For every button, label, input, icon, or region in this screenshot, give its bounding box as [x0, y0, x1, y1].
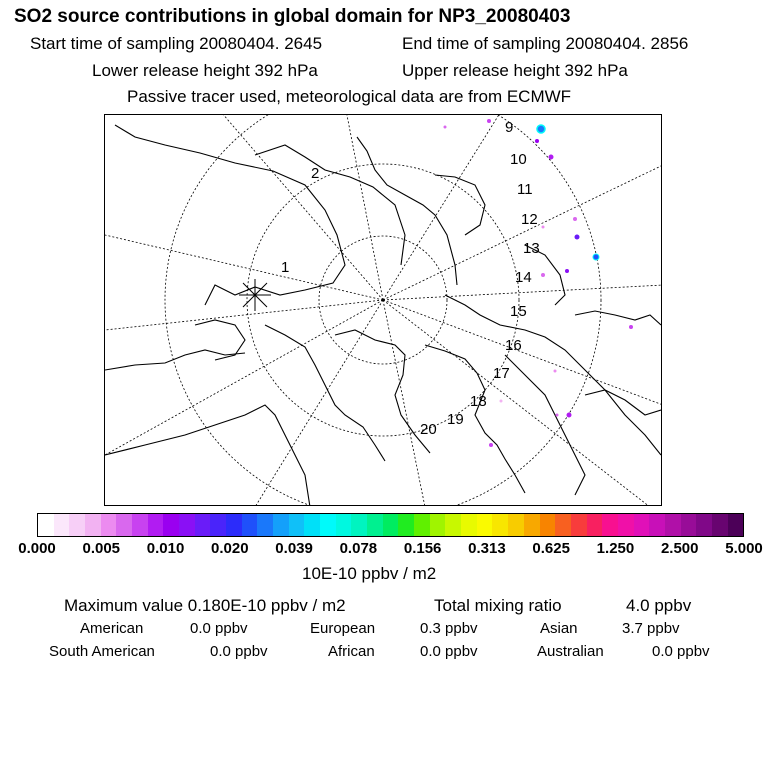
- trajectory-label: 14: [515, 269, 532, 286]
- colorbar-tick-label: 5.000: [725, 540, 763, 557]
- colorbar-tick-label: 0.005: [82, 540, 121, 557]
- colorbar-swatch: [728, 514, 744, 536]
- trajectory-label: 13: [523, 240, 540, 257]
- colorbar-swatch: [445, 514, 461, 536]
- end-time-label: End time of sampling 20080404. 2856: [402, 34, 689, 53]
- colorbar-swatch: [210, 514, 226, 536]
- trajectory-label: 17: [493, 365, 510, 382]
- trajectory-label: 9: [505, 119, 514, 136]
- colorbar-swatch: [38, 514, 54, 536]
- trajectory-label: 16: [505, 337, 522, 354]
- trajectory-label: 10: [510, 151, 527, 168]
- release-site-marker: [239, 279, 271, 311]
- colorbar-swatch: [242, 514, 258, 536]
- colorbar-tick-label: 0.000: [18, 540, 56, 557]
- colorbar-swatch: [477, 514, 493, 536]
- total-mixing-value: 4.0 ppbv: [626, 596, 692, 615]
- trajectory-label: 19: [447, 411, 464, 428]
- colorbar-swatch: [508, 514, 524, 536]
- trajectory-label: 11: [517, 181, 533, 198]
- colorbar-swatch: [257, 514, 273, 536]
- polar-map: [104, 114, 662, 506]
- region-name: Asian: [540, 620, 578, 637]
- region-value: 3.7 ppbv: [622, 620, 680, 637]
- colorbar-swatch: [571, 514, 587, 536]
- colorbar-swatch: [414, 514, 430, 536]
- graticule: [105, 115, 662, 506]
- upper-release-label: Upper release height 392 hPa: [402, 61, 628, 80]
- trajectory-label: 15: [510, 303, 527, 320]
- colorbar-swatch: [602, 514, 618, 536]
- colorbar-swatch: [524, 514, 540, 536]
- colorbar-swatch: [351, 514, 367, 536]
- region-name: Australian: [537, 643, 604, 660]
- colorbar-swatch: [540, 514, 556, 536]
- colorbar-swatch: [116, 514, 132, 536]
- region-name: European: [310, 620, 376, 637]
- max-value-label: Maximum value 0.180E-10 ppbv / m2: [64, 596, 346, 615]
- colorbar: [37, 513, 744, 537]
- colorbar-swatch: [226, 514, 242, 536]
- colorbar-swatch: [320, 514, 336, 536]
- region-name: American: [80, 620, 144, 637]
- colorbar-swatch: [555, 514, 571, 536]
- colorbar-swatch: [336, 514, 352, 536]
- colorbar-swatch: [634, 514, 650, 536]
- map-canvas: [105, 115, 662, 506]
- colorbar-tick-label: 0.010: [146, 540, 185, 557]
- colorbar-swatch: [398, 514, 414, 536]
- region-value: 0.0 ppbv: [210, 643, 268, 660]
- trajectory-label: 1: [281, 259, 290, 276]
- colorbar-swatch: [273, 514, 289, 536]
- colorbar-swatch: [163, 514, 179, 536]
- colorbar-swatch: [367, 514, 383, 536]
- start-time-label: Start time of sampling 20080404. 2645: [30, 34, 323, 53]
- colorbar-tick-label: 0.039: [275, 540, 313, 557]
- colorbar-swatch: [696, 514, 712, 536]
- lower-release-label: Lower release height 392 hPa: [92, 61, 318, 80]
- colorbar-swatch: [195, 514, 211, 536]
- tracer-note: Passive tracer used, meteorological data are from ECMWF: [127, 87, 572, 106]
- colorbar-tick-label: 0.625: [532, 540, 570, 557]
- colorbar-swatch: [69, 514, 85, 536]
- colorbar-swatch: [618, 514, 634, 536]
- plot-title: SO2 source contributions in global domain for NP3_20080403: [14, 6, 571, 27]
- colorbar-swatch: [289, 514, 305, 536]
- trajectory-label: 18: [470, 393, 487, 410]
- colorbar-swatch: [148, 514, 164, 536]
- colorbar-swatch: [712, 514, 728, 536]
- colorbar-swatch: [179, 514, 195, 536]
- colorbar-swatch: [649, 514, 665, 536]
- colorbar-swatch: [304, 514, 320, 536]
- trajectory-label: 2: [311, 165, 320, 182]
- colorbar-tick-label: 0.313: [468, 540, 506, 557]
- region-value: 0.0 ppbv: [652, 643, 710, 660]
- colorbar-unit: 10E-10 ppbv / m2: [302, 564, 437, 583]
- region-value: 0.0 ppbv: [420, 643, 478, 660]
- colorbar-tick-label: 1.250: [596, 540, 635, 557]
- region-name: African: [328, 643, 375, 660]
- coastlines: [105, 125, 661, 506]
- colorbar-swatch: [132, 514, 148, 536]
- colorbar-swatch: [101, 514, 117, 536]
- trajectory-label: 12: [521, 211, 538, 228]
- colorbar-swatch: [430, 514, 446, 536]
- trajectory-label: 20: [420, 421, 437, 438]
- colorbar-swatch: [681, 514, 697, 536]
- region-name: South American: [49, 643, 155, 660]
- region-value: 0.0 ppbv: [190, 620, 248, 637]
- region-value: 0.3 ppbv: [420, 620, 478, 637]
- colorbar-swatch: [85, 514, 101, 536]
- colorbar-tick-label: 0.156: [403, 540, 442, 557]
- colorbar-swatch: [461, 514, 477, 536]
- colorbar-swatch: [665, 514, 681, 536]
- colorbar-tick-label: 0.020: [211, 540, 249, 557]
- colorbar-tick-label: 0.078: [339, 540, 378, 557]
- colorbar-tick-label: 2.500: [660, 540, 699, 557]
- colorbar-swatch: [383, 514, 399, 536]
- colorbar-swatch: [54, 514, 70, 536]
- colorbar-swatch: [587, 514, 603, 536]
- colorbar-swatch: [492, 514, 508, 536]
- total-mixing-label: Total mixing ratio: [434, 596, 562, 615]
